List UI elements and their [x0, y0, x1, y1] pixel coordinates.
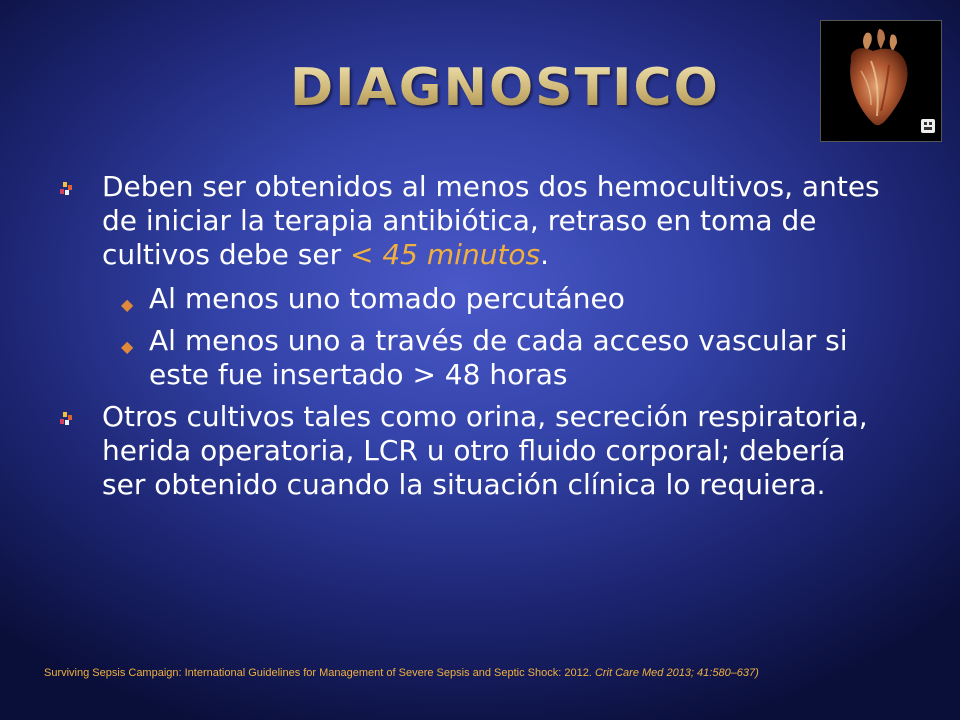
- sub-bullet-item: [60, 324, 880, 392]
- bullet-accent: < 45 minutos: [350, 238, 541, 271]
- bullet-item: [60, 170, 880, 272]
- bullet-icon: [60, 182, 73, 195]
- heart-image: [820, 20, 942, 142]
- sub-bullet-text: Al menos uno tomado percutáneo: [149, 282, 625, 315]
- diamond-bullet-icon: ◆: [121, 295, 134, 314]
- footer-text: Surviving Sepsis Campaign: International Guidelines for Management of Severe Sepsis and Septic Shock: 2012.: [44, 667, 595, 679]
- sub-bullet-text: Al menos uno a través de cada acceso vascular si este fue insertado > 48 horas: [149, 324, 848, 391]
- bullet-text: Otros cultivos tales como orina, secreción respiratoria, herida operatoria, LCR u otro fluido corporal; debería ser obtenido cuando la situación clínica lo requiera.: [102, 400, 868, 501]
- sub-bullet-item: [60, 282, 880, 316]
- bullet-item: [60, 400, 880, 502]
- diamond-bullet-icon: ◆: [121, 337, 134, 356]
- heart-icon: [821, 21, 941, 141]
- footer-reference: [44, 667, 759, 679]
- slide-body: [60, 170, 880, 512]
- bullet-text-before: Deben ser obtenidos al menos dos hemocultivos, antes de iniciar la terapia antibiótica, retraso en toma de cultivos debe ser: [102, 170, 880, 271]
- slide-title: DIAGNOSTICO: [290, 58, 720, 118]
- bullet-icon: [60, 412, 73, 425]
- footer-citation: Crit Care Med 2013; 41:580–637): [594, 667, 759, 679]
- bullet-text-after: .: [540, 238, 550, 271]
